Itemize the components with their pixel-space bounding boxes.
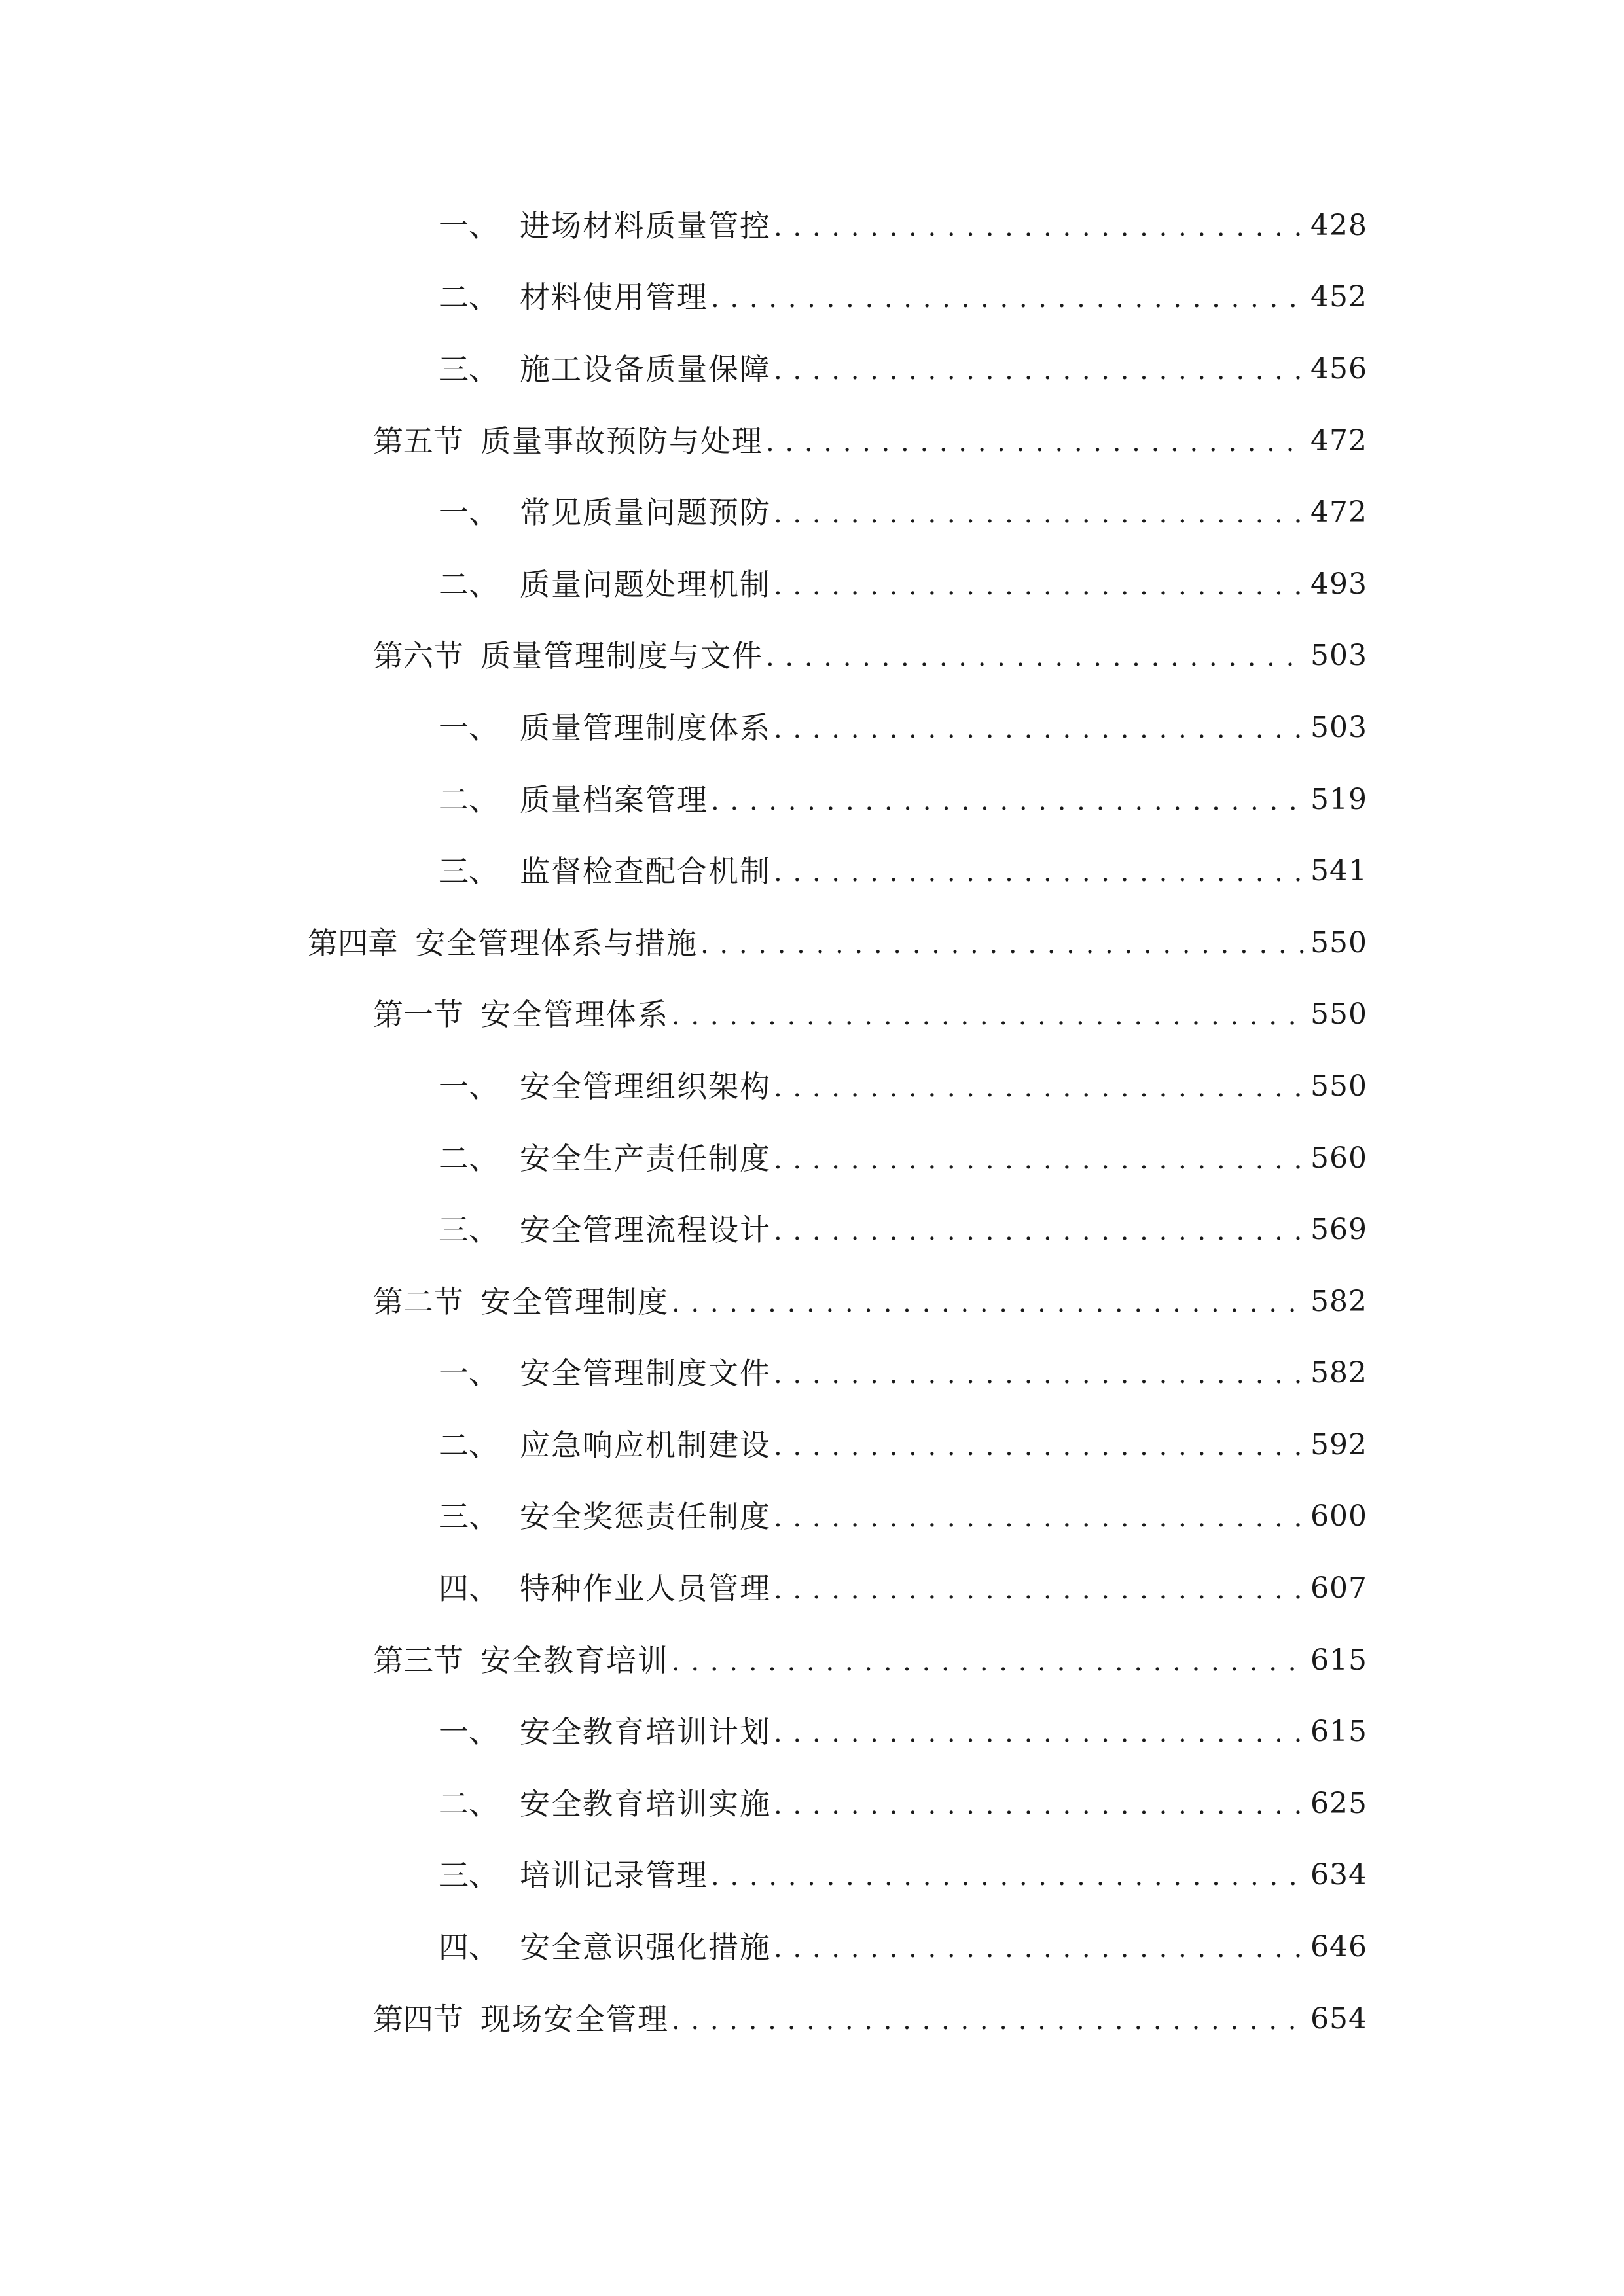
toc-entry-number: 一、 <box>439 709 499 745</box>
toc-entry-page-number: 452 <box>1310 280 1367 314</box>
toc-entry-page-number: 503 <box>1310 639 1367 673</box>
toc-dot-leader <box>774 1361 1304 1388</box>
toc-dot-leader <box>774 1433 1304 1460</box>
toc-entry-title: 安全教育培训计划 <box>520 1714 771 1750</box>
toc-entry[interactable] <box>0 1050 1624 1122</box>
toc-entry-page-number: 600 <box>1310 1499 1367 1534</box>
toc-entry-number: 第三节 <box>373 1642 463 1678</box>
toc-entry[interactable] <box>0 1194 1624 1266</box>
toc-entry-number: 二、 <box>439 279 499 315</box>
toc-entry-number: 第四章 <box>308 925 398 961</box>
toc-entry-page-number: 654 <box>1310 2001 1367 2036</box>
toc-dot-leader <box>700 931 1304 958</box>
toc-entry-number: 三、 <box>439 853 499 889</box>
toc-dot-leader <box>711 788 1304 814</box>
toc-entry-number: 第四节 <box>373 2001 463 2037</box>
toc-entry-number: 二、 <box>439 1785 499 1821</box>
toc-entry-title: 安全管理组织架构 <box>520 1068 771 1104</box>
toc-dot-leader <box>774 214 1304 240</box>
toc-dot-leader <box>672 1290 1304 1316</box>
toc-entry-page-number: 550 <box>1310 997 1367 1031</box>
toc-entry-title: 常见质量问题预防 <box>520 495 771 531</box>
toc-entry-page-number: 607 <box>1310 1571 1367 1605</box>
toc-entry-title: 材料使用管理 <box>520 279 708 315</box>
toc-entry-number: 三、 <box>439 1857 499 1893</box>
toc-entry-page-number: 541 <box>1310 854 1367 888</box>
toc-dot-leader <box>774 859 1304 886</box>
toc-entry-title: 现场安全管理 <box>480 2001 669 2037</box>
toc-entry-page-number: 493 <box>1310 567 1367 601</box>
toc-entry-number: 一、 <box>439 1068 499 1104</box>
toc-dot-leader <box>774 501 1304 527</box>
toc-entry-title: 质量管理制度与文件 <box>480 638 763 674</box>
toc-entry-page-number: 503 <box>1310 710 1367 744</box>
toc-entry[interactable] <box>0 405 1624 477</box>
toc-entry-number: 二、 <box>439 1427 499 1463</box>
toc-entry-number: 第六节 <box>373 638 463 674</box>
toc-entry-title: 安全管理流程设计 <box>520 1212 771 1248</box>
toc-entry-number: 三、 <box>439 1212 499 1248</box>
toc-dot-leader <box>672 1649 1304 1675</box>
toc-entry[interactable] <box>0 1624 1624 1696</box>
toc-entry-number: 三、 <box>439 1499 499 1535</box>
toc-entry-title: 安全意识强化措施 <box>520 1929 771 1965</box>
toc-dot-leader <box>672 2007 1304 2034</box>
toc-entry-number: 第一节 <box>373 997 463 1033</box>
toc-entry-title: 质量问题处理机制 <box>520 566 771 602</box>
toc-dot-leader <box>774 1720 1304 1746</box>
toc-entry-number: 一、 <box>439 495 499 531</box>
toc-entry-number: 二、 <box>439 566 499 602</box>
toc-entry-title: 质量管理制度体系 <box>520 709 771 745</box>
toc-entry[interactable] <box>0 1552 1624 1624</box>
toc-entry-page-number: 456 <box>1310 351 1367 386</box>
toc-entry[interactable] <box>0 1911 1624 1983</box>
toc-dot-leader <box>711 285 1304 312</box>
toc-entry-page-number: 625 <box>1310 1786 1367 1820</box>
toc-entry[interactable] <box>0 1266 1624 1338</box>
toc-entry[interactable] <box>0 1840 1624 1912</box>
toc-entry-page-number: 550 <box>1310 925 1367 960</box>
toc-entry-title: 质量事故预防与处理 <box>480 423 763 459</box>
toc-entry-page-number: 582 <box>1310 1356 1367 1390</box>
toc-entry-page-number: 550 <box>1310 1069 1367 1103</box>
toc-entry-page-number: 560 <box>1310 1141 1367 1175</box>
toc-entry-title: 安全奖惩责任制度 <box>520 1499 771 1535</box>
toc-entry[interactable] <box>0 548 1624 620</box>
toc-entry[interactable] <box>0 1696 1624 1768</box>
toc-entry[interactable] <box>0 476 1624 548</box>
toc-entry[interactable] <box>0 1983 1624 2055</box>
toc-entry-page-number: 582 <box>1310 1284 1367 1318</box>
toc-dot-leader <box>774 716 1304 742</box>
toc-entry-title: 特种作业人员管理 <box>520 1571 771 1607</box>
toc-entry-number: 第五节 <box>373 423 463 459</box>
toc-entry[interactable] <box>0 835 1624 907</box>
toc-entry-title: 监督检查配合机制 <box>520 853 771 889</box>
toc-entry-number: 一、 <box>439 1714 499 1750</box>
toc-entry-title: 培训记录管理 <box>520 1857 708 1893</box>
toc-entry-title: 质量档案管理 <box>520 781 708 817</box>
toc-entry[interactable] <box>0 190 1624 262</box>
toc-dot-leader <box>774 1218 1304 1244</box>
toc-entry[interactable] <box>0 1768 1624 1840</box>
toc-entry-title: 安全教育培训 <box>480 1642 669 1678</box>
toc-entry-number: 三、 <box>439 351 499 387</box>
toc-entry-page-number: 428 <box>1310 208 1367 242</box>
toc-entry-number: 一、 <box>439 207 499 243</box>
toc-entry[interactable] <box>0 692 1624 764</box>
toc-entry[interactable] <box>0 620 1624 692</box>
toc-entry-page-number: 569 <box>1310 1213 1367 1247</box>
toc-dot-leader <box>672 1003 1304 1029</box>
toc-entry[interactable] <box>0 907 1624 979</box>
toc-entry-page-number: 646 <box>1310 1930 1367 1964</box>
toc-dot-leader <box>774 1935 1304 1962</box>
toc-entry-page-number: 472 <box>1310 423 1367 457</box>
toc-entry[interactable] <box>0 262 1624 334</box>
toc-entry-page-number: 519 <box>1310 782 1367 816</box>
toc-entry-title: 安全生产责任制度 <box>520 1140 771 1176</box>
toc-dot-leader <box>766 644 1304 670</box>
toc-entry[interactable] <box>0 1481 1624 1553</box>
toc-entry-number: 一、 <box>439 1355 499 1391</box>
toc-entry[interactable] <box>0 764 1624 836</box>
toc-dot-leader <box>774 1075 1304 1101</box>
toc-entry-title: 安全管理制度 <box>480 1283 669 1319</box>
toc-dot-leader <box>774 1505 1304 1531</box>
toc-dot-leader <box>774 1792 1304 1818</box>
toc-entry-number: 四、 <box>439 1571 499 1607</box>
toc-dot-leader <box>774 1577 1304 1603</box>
toc-entry[interactable] <box>0 1338 1624 1410</box>
toc-entry[interactable] <box>0 1122 1624 1194</box>
toc-dot-leader <box>766 429 1304 456</box>
toc-entry-page-number: 472 <box>1310 495 1367 529</box>
toc-entry-number: 二、 <box>439 781 499 817</box>
toc-entry-title: 安全教育培训实施 <box>520 1785 771 1821</box>
toc-dot-leader <box>774 357 1304 384</box>
toc-entry-page-number: 615 <box>1310 1715 1367 1749</box>
toc-entry[interactable] <box>0 1409 1624 1481</box>
toc-entry-page-number: 592 <box>1310 1427 1367 1462</box>
toc-entry-title: 安全管理体系与措施 <box>415 925 698 961</box>
toc-entry[interactable] <box>0 333 1624 405</box>
toc-entry-number: 第二节 <box>373 1283 463 1319</box>
toc-dot-leader <box>774 1147 1304 1173</box>
toc-dot-leader <box>774 573 1304 599</box>
toc-entry-number: 二、 <box>439 1140 499 1176</box>
toc-entry-title: 安全管理体系 <box>480 997 669 1033</box>
table-of-contents <box>0 190 1624 2054</box>
toc-entry-title: 施工设备质量保障 <box>520 351 771 387</box>
toc-dot-leader <box>711 1863 1304 1890</box>
toc-entry-title: 进场材料质量管控 <box>520 207 771 243</box>
toc-entry-title: 应急响应机制建设 <box>520 1427 771 1463</box>
toc-entry-page-number: 634 <box>1310 1858 1367 1892</box>
toc-entry-page-number: 615 <box>1310 1643 1367 1677</box>
toc-entry-number: 四、 <box>439 1929 499 1965</box>
toc-entry-title: 安全管理制度文件 <box>520 1355 771 1391</box>
toc-entry[interactable] <box>0 979 1624 1051</box>
